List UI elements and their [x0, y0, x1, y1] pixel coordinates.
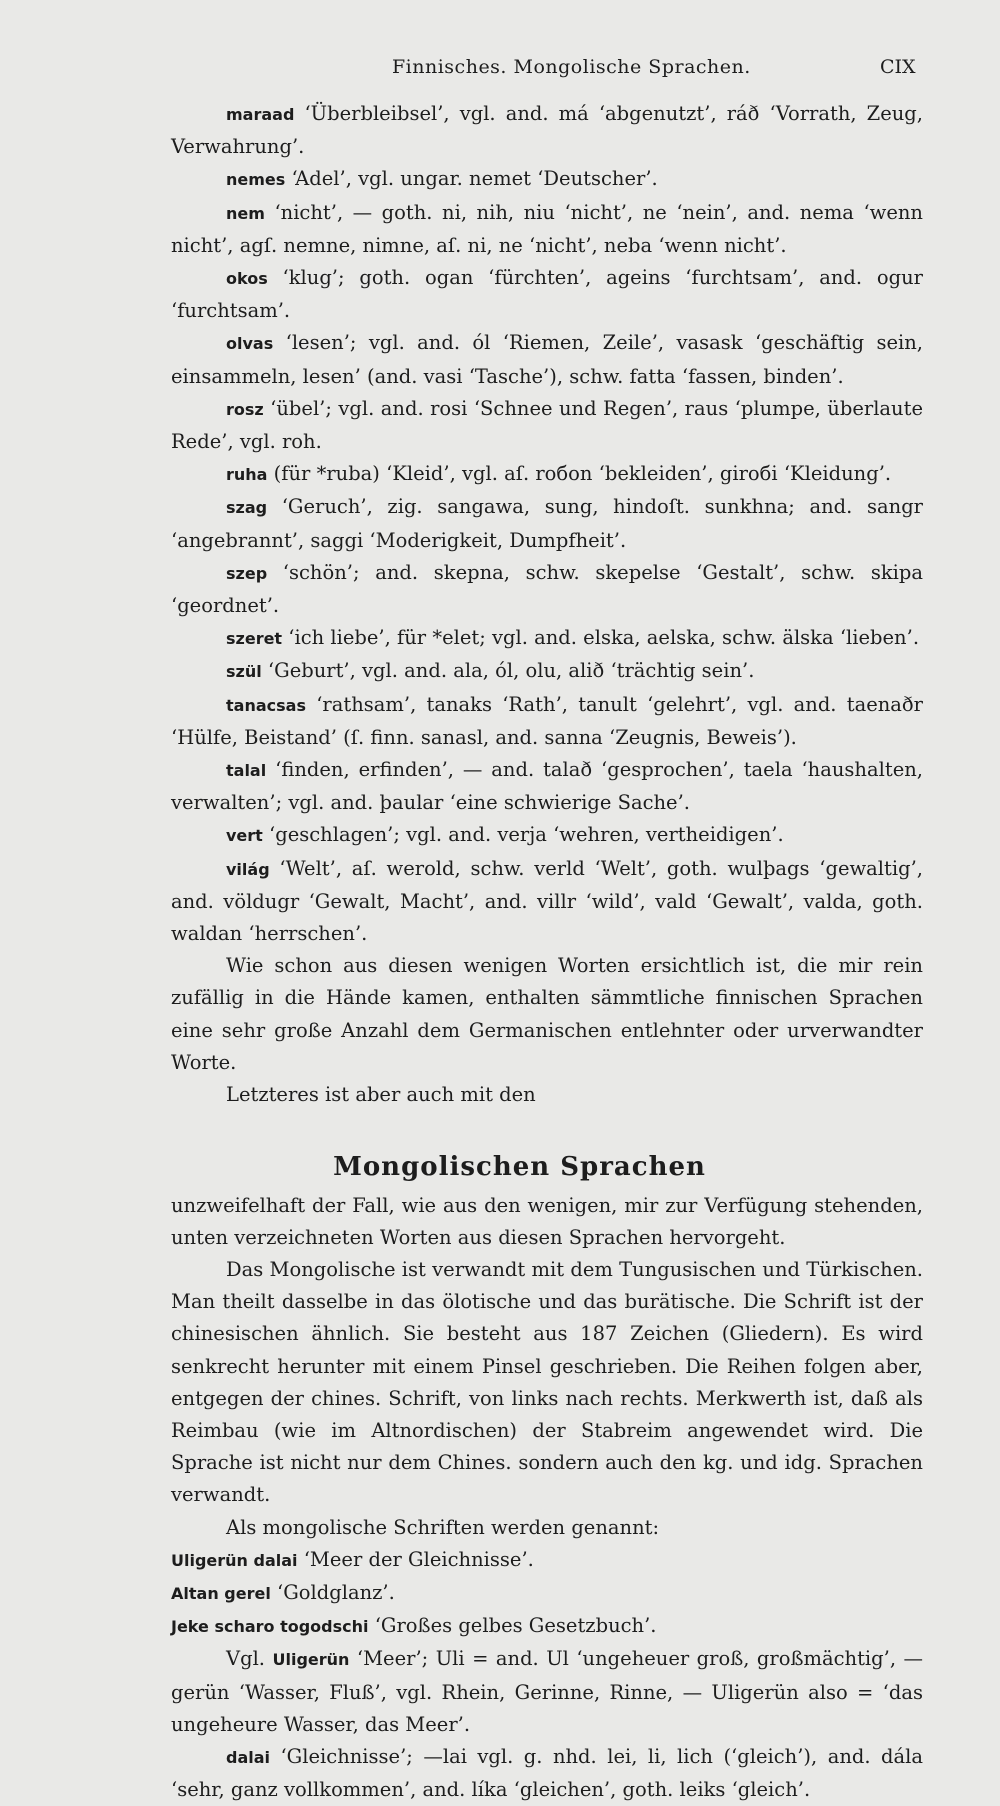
headword: ruha: [226, 465, 268, 485]
headword: szag: [226, 498, 268, 518]
entry: [171, 655, 923, 688]
entry: [171, 557, 923, 622]
headword: dalai: [226, 1747, 271, 1767]
headword: Uligerün: [272, 1650, 350, 1670]
title-item: [171, 1544, 923, 1577]
headword: szeret: [226, 629, 283, 649]
headword: Jeke scharo togodschi: [171, 1617, 369, 1637]
headword: szep: [226, 563, 268, 583]
entry: [171, 754, 923, 819]
gloss: ‘Überbleibsel’, vgl. and. má ‘abgenutzt’, ráð ‘Vorrath, Zeug, Verwahrung’.: [171, 102, 923, 159]
gloss: ‘schön’; and. skepna, schw. skepelse ‘Gestalt’, schw. skipa ‘geordnet’.: [171, 560, 923, 618]
entry: [171, 853, 923, 951]
headword: olvas: [226, 334, 274, 354]
title-list: [171, 1544, 923, 1644]
vgl-paragraph: [171, 1643, 923, 1741]
headword: tanacsas: [226, 695, 306, 715]
gloss: ‘übel’; vgl. and. rosi ‘Schnee und Regen’, raus ‘plumpe, überlaute Rede’, vgl. roh.: [171, 396, 923, 454]
page-header: [0, 56, 1000, 86]
paragraph: unzweifelhaft der Fall, wie aus den wenigen, mir zur Verfügung stehenden, unten verzeichneten Worten aus diesen Sprachen hervorgeht.: [171, 1193, 923, 1249]
paragraph: Letzteres ist aber auch mit den: [226, 1083, 536, 1107]
vgl-prefix: Vgl.: [226, 1647, 273, 1671]
entry: [171, 197, 923, 262]
entry: [171, 327, 923, 392]
gloss: ‘nicht’, — goth. ni, nih, niu ‘nicht’, ne ‘nein’, and. nema ‘wenn nicht’, agſ. nemne, nimne, aſ. ni, ne ‘nicht’, neba ‘wenn nicht’.: [171, 200, 923, 257]
entry: [171, 98, 923, 163]
gloss: ‘ich liebe’, für *elet; vgl. and. elska, aelska, schw. älska ‘lieben’.: [282, 626, 920, 650]
entry: [171, 689, 923, 754]
entry: [171, 163, 923, 196]
gloss: ‘Meer der Gleichnisse’.: [297, 1547, 534, 1571]
gloss: ‘lesen’; vgl. and. ól ‘Riemen, Zeile’, vasask ‘geschäftig sein, einsammeln, lesen’ (and. vasi ‘Tasche’), schw. fatta ‘fassen, binden’.: [171, 331, 923, 388]
headword: szül: [226, 662, 262, 682]
entry: [171, 622, 923, 655]
headword: rosz: [226, 399, 264, 419]
paragraph: Als mongolische Schriften werden genannt:: [226, 1515, 660, 1539]
glossary-entries: [171, 98, 923, 950]
gloss: ‘Geburt’, vgl. and. ala, ól, olu, alið ‘trächtig sein’.: [261, 659, 755, 683]
paragraph: Wie schon aus diesen wenigen Worten ersichtlich ist, die mir rein zufällig in die Hände kamen, enthalten sämmtliche finnischen Sprachen eine sehr große Anzahl dem Germanischen entlehnter oder urverwandter Worte.: [171, 954, 923, 1074]
gloss: ‘finden, erfinden’, — and. talað ‘gesprochen’, taela ‘haushalten, verwalten’; vgl. and. þaular ‘eine schwierige Sache’.: [171, 758, 923, 815]
gloss: ‘Meer’; Uli = and. Ul ‘ungeheuer groß, großmächtig’, — gerün ‘Wasser, Fluß’, vgl. Rhein, Gerinne, Rinne, — Uligerün also = ‘das ungeheure Wasser, das Meer’.: [171, 1647, 924, 1736]
body-text: [171, 98, 923, 1806]
headword: nem: [226, 203, 265, 223]
section-title: Mongolischen Sprachen: [333, 1152, 706, 1183]
entry: [171, 458, 923, 491]
entry: [171, 491, 923, 556]
gloss: ‘Geruch’, zig. sangawa, sung, hindoſt. sunkhna; and. sangr ‘angebrannt’, saggi ‘Moderigkeit, Dumpfheit’.: [171, 495, 923, 552]
gloss: ‘Adel’, vgl. ungar. nemet ‘Deutscher’.: [285, 167, 658, 191]
page-number: CIX: [880, 56, 916, 78]
paragraph: Das Mongolische ist verwandt mit dem Tungusischen und Türkischen. Man theilt dasselbe in das ölotische und das burätische. Die Schrift ist der chinesischen ähnlich. Sie besteht aus 187 Zeichen (Gliedern). Es wird senkrecht herunter mit einem Pinsel geschrieben. Die Reihen folgen aber, entgegen der chines. Schrift, von links nach rechts. Merkwerth ist, daß als Reimbau (wie im Altnordischen) der Stabreim angewendet wird. Die Sprache ist nicht nur dem Chines. sondern auch den kg. und idg. Sprachen verwandt.: [171, 1257, 923, 1507]
headword: Altan gerel: [171, 1583, 271, 1603]
gloss: ‘klug’; goth. ogan ‘fürchten’, ageins ‘furchtsam’, and. ogur ‘furchtsam’.: [171, 266, 923, 323]
title-item: [171, 1610, 923, 1643]
gloss: ‘geschlagen’; vgl. and. verja ‘wehren, vertheidigen’.: [262, 823, 784, 847]
headword: vert: [226, 826, 263, 846]
gloss: ‘Gleichnisse’; —lai vgl. g. nhd. lei, li, lich (‘gleich’), and. dála ‘sehr, ganz vollkommen’, and. líka ‘gleichen’, goth. leiks ‘gleich’.: [171, 1744, 923, 1802]
entry: [171, 819, 923, 852]
headword: maraad: [226, 105, 295, 124]
gloss: (für *ruba) ‘Kleid’, vgl. aſ. roбon ‘bekleiden’, giroбi ‘Kleidung’.: [267, 462, 892, 486]
entry: [171, 262, 923, 327]
entry: [171, 393, 923, 458]
headword: Uligerün dalai: [171, 1550, 298, 1570]
gloss: ‘Welt’, aſ. werold, schw. verld ‘Welt’, goth. wulþags ‘gewaltig’, and. völdugr ‘Gewalt, Macht’, and. villr ‘wild’, vald ‘Gewalt’, valda, goth. waldan ‘herrschen’.: [171, 856, 923, 946]
headword: okos: [226, 269, 268, 289]
headword: nemes: [226, 170, 286, 190]
title-item: [171, 1577, 923, 1610]
gloss: ‘rathsam’, tanaks ‘Rath’, tanult ‘gelehrt’, vgl. and. taenaðr ‘Hülfe, Beistand’ (ſ. finn. sanasl, and. sanna ‘Zeugnis, Beweis’).: [171, 692, 923, 749]
gloss: ‘Großes gelbes Gesetzbuch’.: [368, 1614, 657, 1638]
gloss: ‘Goldglanz’.: [270, 1580, 395, 1604]
entry: [171, 1741, 923, 1806]
headword: világ: [226, 859, 270, 879]
running-title: Finnisches. Mongolische Sprachen.: [392, 56, 751, 78]
headword: talal: [226, 761, 267, 781]
